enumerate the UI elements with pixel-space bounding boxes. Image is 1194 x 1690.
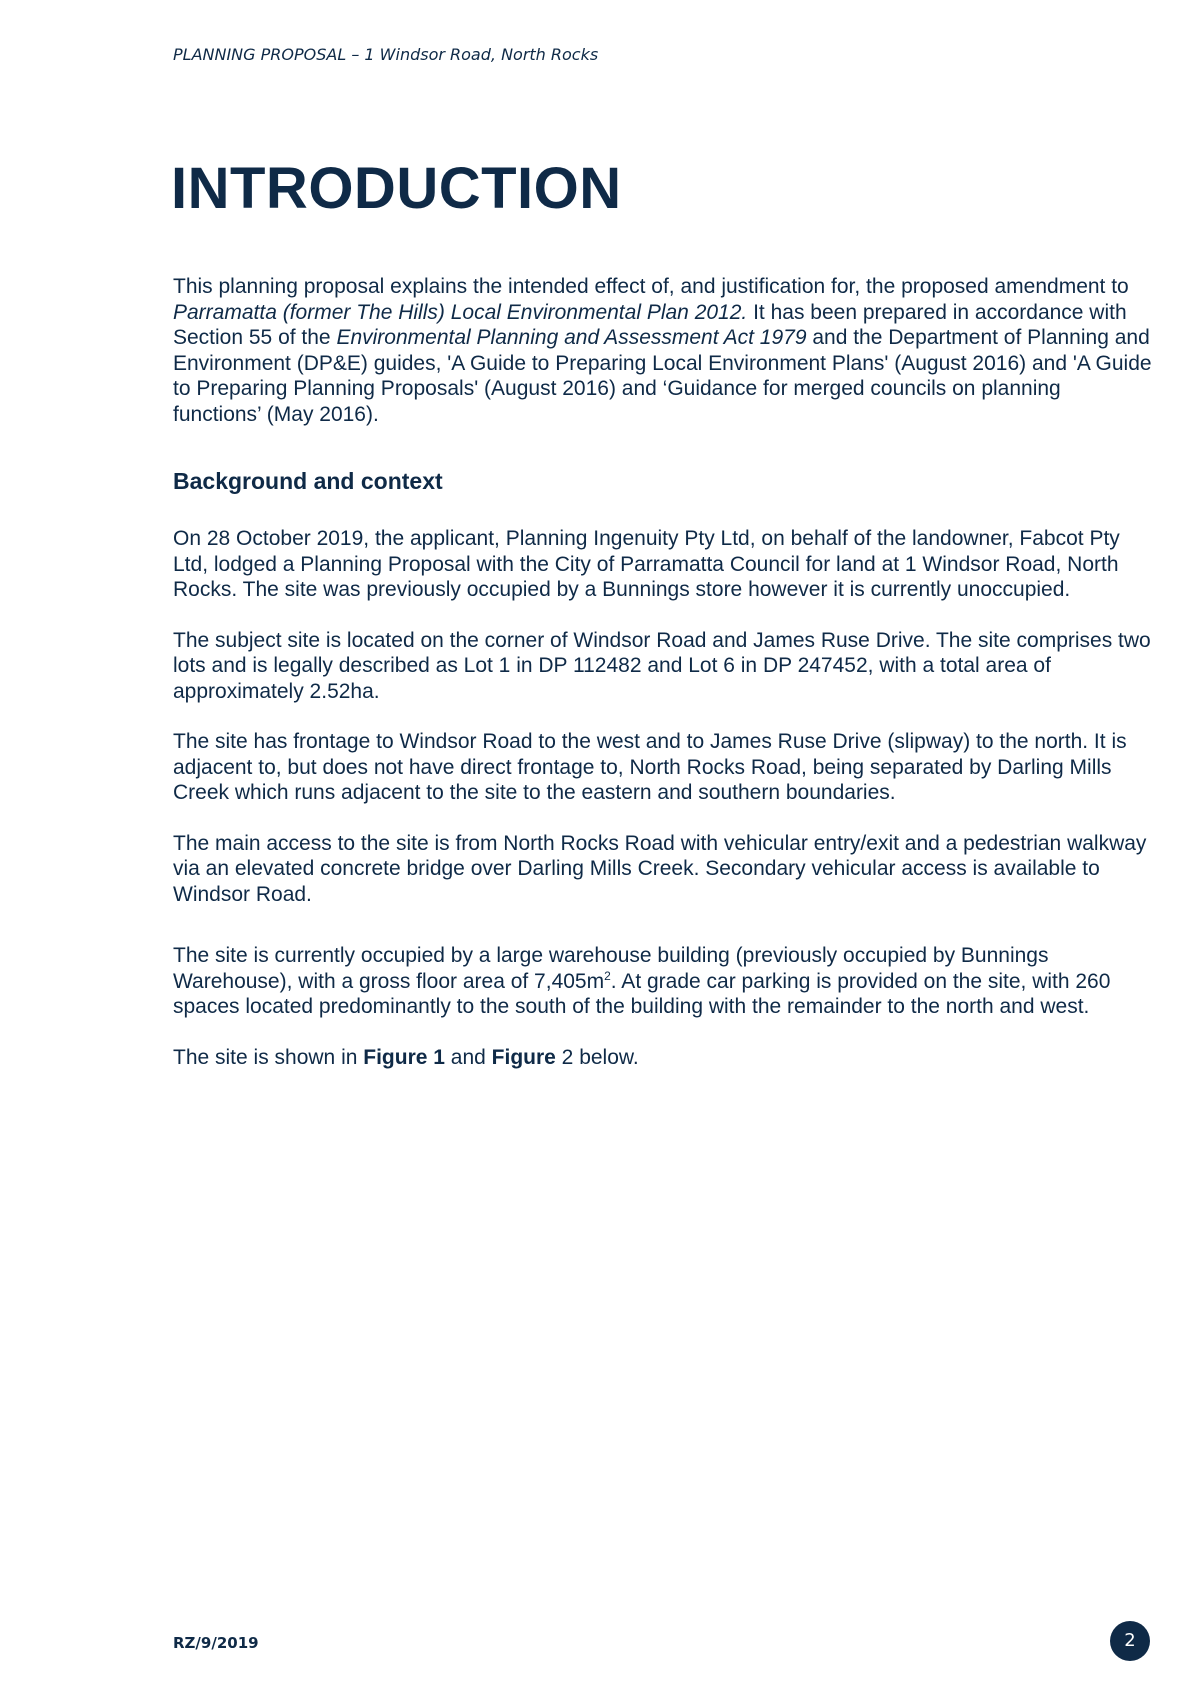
intro-text-1: This planning proposal explains the intended effect of, and justification for, the proposed amendment to: [173, 275, 1129, 298]
p6-and: and: [444, 1045, 492, 1069]
page-number-badge: 2: [1110, 1621, 1150, 1661]
footer-reference: RZ/9/2019: [173, 1634, 259, 1652]
background-paragraph-3: The site has frontage to Windsor Road to the west and to James Ruse Drive (slipway) to the north. It is adjacent to, but does not have direct frontage to, North Rocks Road, being separated by Darling Mills Creek which runs adjacent to the site to the eastern and southern boundaries.: [173, 730, 1127, 804]
act-name: Environmental Planning and Assessment Act 1979: [336, 326, 807, 349]
running-header: PLANNING PROPOSAL – 1 Windsor Road, North Rocks: [173, 45, 599, 64]
lep-name: Parramatta (former The Hills) Local Environmental Plan 2012.: [173, 300, 748, 324]
document-body: [173, 274, 1153, 1095]
page-title: INTRODUCTION: [171, 156, 622, 221]
p5-text-2: . At grade car parking is provided on the site, with 260 spaces located predominantly to the south of the building with the remainder to the north and west.: [173, 969, 1111, 1018]
superscript-2: 2: [604, 968, 611, 983]
intro-paragraph: [173, 274, 1153, 427]
background-paragraph-1: On 28 October 2019, the applicant, Planning Ingenuity Pty Ltd, on behalf of the landowner, Fabcot Pty Ltd, lodged a Planning Proposal with the City of Parramatta Council for land at 1 Windsor Road, North Rocks. The site was previously occupied by a Bunnings store however it is currently unoccupied.: [173, 527, 1120, 601]
background-paragraph-5: [173, 943, 1153, 1020]
intro-text-3: and the Department of Planning and Environment (DP&E) guides, 'A Guide to Preparing Local Environment Plans' (August 2016) and 'A Guide to Preparing Planning Proposals' (August 2016) and ‘Guidance for merged councils on planning functions’ (May 2016).: [173, 326, 1152, 426]
p5-text-1: The site is currently occupied by a large warehouse building (previously occupied by Bunnings Warehouse), with a gross floor area of 7,405m: [173, 944, 1049, 993]
p6-text-1: The site is shown in: [173, 1045, 364, 1069]
background-paragraph-4: The main access to the site is from North Rocks Road with vehicular entry/exit and a pedestrian walkway via an elevated concrete bridge over Darling Mills Creek. Secondary vehicular access is available to Windsor Road.: [173, 831, 1147, 906]
background-paragraph-6: [173, 1045, 1153, 1071]
intro-text-2: It has been prepared in accordance with Section 55 of the: [173, 300, 1127, 349]
figure-1-ref: Figure 1: [363, 1045, 445, 1069]
p6-text-2: 2 below.: [555, 1045, 639, 1069]
section-heading: Background and context: [173, 468, 443, 494]
figure-2-ref: Figure: [491, 1045, 556, 1069]
background-paragraph-2: The subject site is located on the corner of Windsor Road and James Ruse Drive. The site comprises two lots and is legally described as Lot 1 in DP 112482 and Lot 6 in DP 247452, with a total area of approximately 2.52ha.: [173, 628, 1151, 703]
